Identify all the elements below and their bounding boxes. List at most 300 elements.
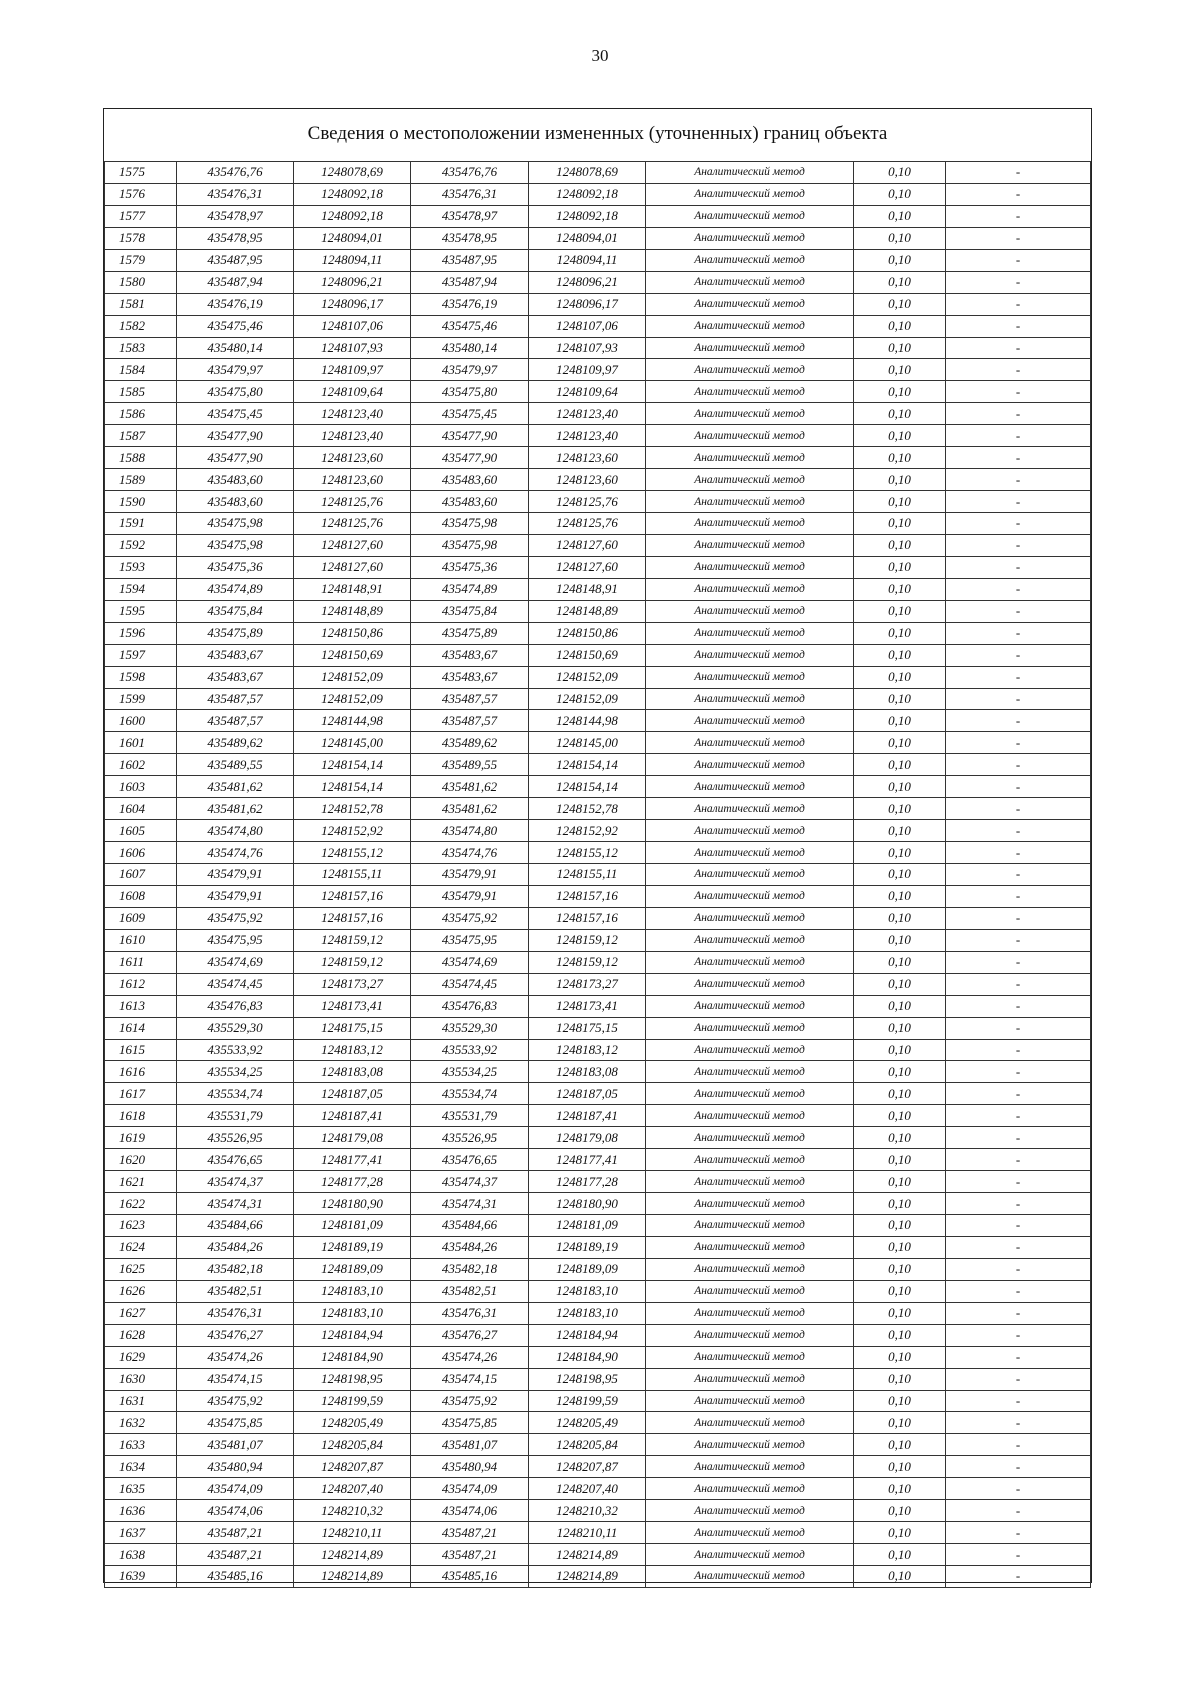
y-old-cell: 1248154,14 bbox=[294, 776, 411, 798]
method-cell: Аналитический метод bbox=[646, 732, 854, 754]
method-cell: Аналитический метод bbox=[646, 1039, 854, 1061]
point-number-cell: 1596 bbox=[105, 622, 177, 644]
table-row bbox=[105, 1434, 1091, 1456]
table-row bbox=[105, 293, 1091, 315]
y-old-cell: 1248152,09 bbox=[294, 688, 411, 710]
x-old-cell: 435475,36 bbox=[177, 556, 294, 578]
x-new-cell: 435531,79 bbox=[411, 1105, 529, 1127]
table-row bbox=[105, 271, 1091, 293]
y-old-cell: 1248125,76 bbox=[294, 513, 411, 535]
accuracy-cell: 0,10 bbox=[854, 293, 946, 315]
y-new-cell: 1248150,86 bbox=[529, 622, 646, 644]
y-old-cell: 1248078,69 bbox=[294, 162, 411, 184]
y-old-cell: 1248107,93 bbox=[294, 337, 411, 359]
point-number-cell: 1625 bbox=[105, 1258, 177, 1280]
table-row bbox=[105, 1544, 1091, 1566]
y-old-cell: 1248210,32 bbox=[294, 1500, 411, 1522]
x-new-cell: 435484,66 bbox=[411, 1215, 529, 1237]
y-old-cell: 1248123,40 bbox=[294, 403, 411, 425]
y-old-cell: 1248187,05 bbox=[294, 1083, 411, 1105]
y-new-cell: 1248187,41 bbox=[529, 1105, 646, 1127]
table-row bbox=[105, 1412, 1091, 1434]
description-cell: - bbox=[946, 1127, 1091, 1149]
x-new-cell: 435483,60 bbox=[411, 491, 529, 513]
y-old-cell: 1248155,12 bbox=[294, 842, 411, 864]
x-old-cell: 435476,27 bbox=[177, 1324, 294, 1346]
y-old-cell: 1248145,00 bbox=[294, 732, 411, 754]
y-old-cell: 1248109,97 bbox=[294, 359, 411, 381]
y-old-cell: 1248094,11 bbox=[294, 249, 411, 271]
table-row bbox=[105, 162, 1091, 184]
x-old-cell: 435487,95 bbox=[177, 249, 294, 271]
description-cell: - bbox=[946, 1149, 1091, 1171]
y-old-cell: 1248179,08 bbox=[294, 1127, 411, 1149]
method-cell: Аналитический метод bbox=[646, 1017, 854, 1039]
description-cell: - bbox=[946, 1017, 1091, 1039]
y-new-cell: 1248107,93 bbox=[529, 337, 646, 359]
table-row bbox=[105, 1258, 1091, 1280]
x-old-cell: 435487,57 bbox=[177, 688, 294, 710]
x-old-cell: 435475,92 bbox=[177, 907, 294, 929]
table-row bbox=[105, 951, 1091, 973]
point-number-cell: 1604 bbox=[105, 798, 177, 820]
accuracy-cell: 0,10 bbox=[854, 1324, 946, 1346]
table-row bbox=[105, 1324, 1091, 1346]
y-old-cell: 1248173,27 bbox=[294, 973, 411, 995]
method-cell: Аналитический метод bbox=[646, 1258, 854, 1280]
point-number-cell: 1636 bbox=[105, 1500, 177, 1522]
method-cell: Аналитический метод bbox=[646, 447, 854, 469]
accuracy-cell: 0,10 bbox=[854, 1566, 946, 1588]
coordinates-table bbox=[104, 161, 1091, 1588]
table-row bbox=[105, 600, 1091, 622]
y-old-cell: 1248109,64 bbox=[294, 381, 411, 403]
y-old-cell: 1248180,90 bbox=[294, 1193, 411, 1215]
accuracy-cell: 0,10 bbox=[854, 1149, 946, 1171]
description-cell: - bbox=[946, 447, 1091, 469]
x-old-cell: 435533,92 bbox=[177, 1039, 294, 1061]
method-cell: Аналитический метод bbox=[646, 249, 854, 271]
description-cell: - bbox=[946, 666, 1091, 688]
table-row bbox=[105, 864, 1091, 886]
point-number-cell: 1609 bbox=[105, 907, 177, 929]
accuracy-cell: 0,10 bbox=[854, 359, 946, 381]
description-cell: - bbox=[946, 1566, 1091, 1588]
x-old-cell: 435480,94 bbox=[177, 1456, 294, 1478]
x-new-cell: 435475,92 bbox=[411, 1390, 529, 1412]
method-cell: Аналитический метод bbox=[646, 425, 854, 447]
x-old-cell: 435475,45 bbox=[177, 403, 294, 425]
x-old-cell: 435475,46 bbox=[177, 315, 294, 337]
point-number-cell: 1600 bbox=[105, 710, 177, 732]
point-number-cell: 1622 bbox=[105, 1193, 177, 1215]
accuracy-cell: 0,10 bbox=[854, 1127, 946, 1149]
y-new-cell: 1248109,97 bbox=[529, 359, 646, 381]
x-old-cell: 435475,98 bbox=[177, 534, 294, 556]
x-new-cell: 435474,69 bbox=[411, 951, 529, 973]
method-cell: Аналитический метод bbox=[646, 995, 854, 1017]
x-old-cell: 435481,62 bbox=[177, 798, 294, 820]
accuracy-cell: 0,10 bbox=[854, 227, 946, 249]
y-old-cell: 1248184,94 bbox=[294, 1324, 411, 1346]
method-cell: Аналитический метод bbox=[646, 842, 854, 864]
x-old-cell: 435476,31 bbox=[177, 183, 294, 205]
y-old-cell: 1248183,12 bbox=[294, 1039, 411, 1061]
point-number-cell: 1630 bbox=[105, 1368, 177, 1390]
x-new-cell: 435489,55 bbox=[411, 754, 529, 776]
y-old-cell: 1248173,41 bbox=[294, 995, 411, 1017]
method-cell: Аналитический метод bbox=[646, 403, 854, 425]
method-cell: Аналитический метод bbox=[646, 1193, 854, 1215]
y-new-cell: 1248125,76 bbox=[529, 491, 646, 513]
x-new-cell: 435476,76 bbox=[411, 162, 529, 184]
method-cell: Аналитический метод bbox=[646, 1500, 854, 1522]
description-cell: - bbox=[946, 710, 1091, 732]
accuracy-cell: 0,10 bbox=[854, 337, 946, 359]
y-old-cell: 1248150,69 bbox=[294, 644, 411, 666]
description-cell: - bbox=[946, 1236, 1091, 1258]
x-new-cell: 435474,45 bbox=[411, 973, 529, 995]
y-old-cell: 1248157,16 bbox=[294, 907, 411, 929]
accuracy-cell: 0,10 bbox=[854, 1171, 946, 1193]
method-cell: Аналитический метод bbox=[646, 820, 854, 842]
table-row bbox=[105, 820, 1091, 842]
x-old-cell: 435482,51 bbox=[177, 1280, 294, 1302]
table-row bbox=[105, 1061, 1091, 1083]
y-old-cell: 1248159,12 bbox=[294, 929, 411, 951]
description-cell: - bbox=[946, 359, 1091, 381]
y-new-cell: 1248148,89 bbox=[529, 600, 646, 622]
accuracy-cell: 0,10 bbox=[854, 556, 946, 578]
x-old-cell: 435474,06 bbox=[177, 1500, 294, 1522]
point-number-cell: 1631 bbox=[105, 1390, 177, 1412]
x-old-cell: 435474,37 bbox=[177, 1171, 294, 1193]
table-row bbox=[105, 973, 1091, 995]
point-number-cell: 1633 bbox=[105, 1434, 177, 1456]
accuracy-cell: 0,10 bbox=[854, 205, 946, 227]
description-cell: - bbox=[946, 1346, 1091, 1368]
y-old-cell: 1248127,60 bbox=[294, 534, 411, 556]
method-cell: Аналитический метод bbox=[646, 381, 854, 403]
y-new-cell: 1248173,41 bbox=[529, 995, 646, 1017]
description-cell: - bbox=[946, 864, 1091, 886]
x-new-cell: 435474,31 bbox=[411, 1193, 529, 1215]
point-number-cell: 1628 bbox=[105, 1324, 177, 1346]
x-old-cell: 435483,60 bbox=[177, 469, 294, 491]
table-row bbox=[105, 929, 1091, 951]
description-cell: - bbox=[946, 337, 1091, 359]
x-old-cell: 435476,65 bbox=[177, 1149, 294, 1171]
description-cell: - bbox=[946, 688, 1091, 710]
x-new-cell: 435482,51 bbox=[411, 1280, 529, 1302]
y-old-cell: 1248148,89 bbox=[294, 600, 411, 622]
description-cell: - bbox=[946, 227, 1091, 249]
method-cell: Аналитический метод bbox=[646, 951, 854, 973]
x-old-cell: 435474,31 bbox=[177, 1193, 294, 1215]
method-cell: Аналитический метод bbox=[646, 666, 854, 688]
method-cell: Аналитический метод bbox=[646, 1083, 854, 1105]
accuracy-cell: 0,10 bbox=[854, 644, 946, 666]
x-new-cell: 435475,36 bbox=[411, 556, 529, 578]
point-number-cell: 1578 bbox=[105, 227, 177, 249]
y-new-cell: 1248152,92 bbox=[529, 820, 646, 842]
x-old-cell: 435481,07 bbox=[177, 1434, 294, 1456]
accuracy-cell: 0,10 bbox=[854, 1434, 946, 1456]
x-old-cell: 435482,18 bbox=[177, 1258, 294, 1280]
description-cell: - bbox=[946, 907, 1091, 929]
point-number-cell: 1626 bbox=[105, 1280, 177, 1302]
description-cell: - bbox=[946, 205, 1091, 227]
accuracy-cell: 0,10 bbox=[854, 1346, 946, 1368]
description-cell: - bbox=[946, 381, 1091, 403]
point-number-cell: 1593 bbox=[105, 556, 177, 578]
y-new-cell: 1248094,11 bbox=[529, 249, 646, 271]
description-cell: - bbox=[946, 183, 1091, 205]
point-number-cell: 1612 bbox=[105, 973, 177, 995]
y-old-cell: 1248107,06 bbox=[294, 315, 411, 337]
method-cell: Аналитический метод bbox=[646, 710, 854, 732]
accuracy-cell: 0,10 bbox=[854, 1478, 946, 1500]
table-row bbox=[105, 1127, 1091, 1149]
y-old-cell: 1248144,98 bbox=[294, 710, 411, 732]
x-old-cell: 435474,69 bbox=[177, 951, 294, 973]
y-new-cell: 1248148,91 bbox=[529, 578, 646, 600]
y-new-cell: 1248180,90 bbox=[529, 1193, 646, 1215]
method-cell: Аналитический метод bbox=[646, 491, 854, 513]
table-title: Сведения о местоположении измененных (уточненных) границ объекта bbox=[307, 123, 888, 144]
y-new-cell: 1248152,09 bbox=[529, 666, 646, 688]
y-old-cell: 1248184,90 bbox=[294, 1346, 411, 1368]
y-old-cell: 1248152,92 bbox=[294, 820, 411, 842]
point-number-cell: 1627 bbox=[105, 1302, 177, 1324]
x-new-cell: 435534,74 bbox=[411, 1083, 529, 1105]
method-cell: Аналитический метод bbox=[646, 1149, 854, 1171]
table-row bbox=[105, 1280, 1091, 1302]
table-row bbox=[105, 513, 1091, 535]
method-cell: Аналитический метод bbox=[646, 1171, 854, 1193]
accuracy-cell: 0,10 bbox=[854, 1456, 946, 1478]
y-old-cell: 1248214,89 bbox=[294, 1544, 411, 1566]
y-old-cell: 1248210,11 bbox=[294, 1522, 411, 1544]
accuracy-cell: 0,10 bbox=[854, 885, 946, 907]
coordinates-table-body bbox=[105, 162, 1091, 1588]
y-new-cell: 1248109,64 bbox=[529, 381, 646, 403]
x-new-cell: 435487,21 bbox=[411, 1522, 529, 1544]
table-row bbox=[105, 1522, 1091, 1544]
accuracy-cell: 0,10 bbox=[854, 381, 946, 403]
x-old-cell: 435478,97 bbox=[177, 205, 294, 227]
table-row bbox=[105, 1566, 1091, 1588]
table-row bbox=[105, 1017, 1091, 1039]
x-old-cell: 435476,83 bbox=[177, 995, 294, 1017]
description-cell: - bbox=[946, 929, 1091, 951]
y-old-cell: 1248155,11 bbox=[294, 864, 411, 886]
y-old-cell: 1248125,76 bbox=[294, 491, 411, 513]
y-old-cell: 1248189,09 bbox=[294, 1258, 411, 1280]
y-old-cell: 1248148,91 bbox=[294, 578, 411, 600]
description-cell: - bbox=[946, 973, 1091, 995]
description-cell: - bbox=[946, 1500, 1091, 1522]
x-old-cell: 435474,89 bbox=[177, 578, 294, 600]
page-number: 30 bbox=[591, 46, 609, 65]
accuracy-cell: 0,10 bbox=[854, 403, 946, 425]
y-old-cell: 1248123,60 bbox=[294, 447, 411, 469]
accuracy-cell: 0,10 bbox=[854, 666, 946, 688]
x-old-cell: 435474,26 bbox=[177, 1346, 294, 1368]
x-old-cell: 435483,67 bbox=[177, 666, 294, 688]
point-number-cell: 1610 bbox=[105, 929, 177, 951]
y-old-cell: 1248205,49 bbox=[294, 1412, 411, 1434]
description-cell: - bbox=[946, 534, 1091, 556]
point-number-cell: 1592 bbox=[105, 534, 177, 556]
accuracy-cell: 0,10 bbox=[854, 1083, 946, 1105]
table-row bbox=[105, 1215, 1091, 1237]
x-old-cell: 435475,92 bbox=[177, 1390, 294, 1412]
point-number-cell: 1575 bbox=[105, 162, 177, 184]
x-old-cell: 435483,67 bbox=[177, 644, 294, 666]
y-old-cell: 1248175,15 bbox=[294, 1017, 411, 1039]
table-row bbox=[105, 1039, 1091, 1061]
x-old-cell: 435478,95 bbox=[177, 227, 294, 249]
y-old-cell: 1248096,21 bbox=[294, 271, 411, 293]
table-row bbox=[105, 1149, 1091, 1171]
y-new-cell: 1248198,95 bbox=[529, 1368, 646, 1390]
accuracy-cell: 0,10 bbox=[854, 1215, 946, 1237]
description-cell: - bbox=[946, 1324, 1091, 1346]
x-new-cell: 435534,25 bbox=[411, 1061, 529, 1083]
y-old-cell: 1248096,17 bbox=[294, 293, 411, 315]
method-cell: Аналитический метод bbox=[646, 556, 854, 578]
accuracy-cell: 0,10 bbox=[854, 1280, 946, 1302]
table-row bbox=[105, 842, 1091, 864]
description-cell: - bbox=[946, 1215, 1091, 1237]
boundary-table-frame bbox=[103, 108, 1092, 1583]
y-new-cell: 1248150,69 bbox=[529, 644, 646, 666]
x-new-cell: 435476,19 bbox=[411, 293, 529, 315]
x-old-cell: 435487,21 bbox=[177, 1544, 294, 1566]
accuracy-cell: 0,10 bbox=[854, 732, 946, 754]
accuracy-cell: 0,10 bbox=[854, 271, 946, 293]
y-new-cell: 1248179,08 bbox=[529, 1127, 646, 1149]
point-number-cell: 1623 bbox=[105, 1215, 177, 1237]
accuracy-cell: 0,10 bbox=[854, 907, 946, 929]
table-row bbox=[105, 491, 1091, 513]
point-number-cell: 1634 bbox=[105, 1456, 177, 1478]
description-cell: - bbox=[946, 1544, 1091, 1566]
description-cell: - bbox=[946, 1083, 1091, 1105]
x-new-cell: 435529,30 bbox=[411, 1017, 529, 1039]
x-new-cell: 435476,83 bbox=[411, 995, 529, 1017]
y-new-cell: 1248175,15 bbox=[529, 1017, 646, 1039]
point-number-cell: 1598 bbox=[105, 666, 177, 688]
x-new-cell: 435479,91 bbox=[411, 885, 529, 907]
table-row bbox=[105, 1171, 1091, 1193]
y-new-cell: 1248123,60 bbox=[529, 469, 646, 491]
y-new-cell: 1248189,09 bbox=[529, 1258, 646, 1280]
y-old-cell: 1248199,59 bbox=[294, 1390, 411, 1412]
y-old-cell: 1248183,10 bbox=[294, 1302, 411, 1324]
y-new-cell: 1248094,01 bbox=[529, 227, 646, 249]
x-new-cell: 435475,45 bbox=[411, 403, 529, 425]
table-row bbox=[105, 776, 1091, 798]
method-cell: Аналитический метод bbox=[646, 929, 854, 951]
x-new-cell: 435476,31 bbox=[411, 183, 529, 205]
point-number-cell: 1583 bbox=[105, 337, 177, 359]
y-old-cell: 1248177,41 bbox=[294, 1149, 411, 1171]
y-new-cell: 1248183,12 bbox=[529, 1039, 646, 1061]
y-new-cell: 1248207,40 bbox=[529, 1478, 646, 1500]
point-number-cell: 1602 bbox=[105, 754, 177, 776]
method-cell: Аналитический метод bbox=[646, 885, 854, 907]
x-new-cell: 435474,37 bbox=[411, 1171, 529, 1193]
table-row bbox=[105, 1193, 1091, 1215]
description-cell: - bbox=[946, 732, 1091, 754]
y-new-cell: 1248199,59 bbox=[529, 1390, 646, 1412]
description-cell: - bbox=[946, 162, 1091, 184]
method-cell: Аналитический метод bbox=[646, 644, 854, 666]
table-row bbox=[105, 885, 1091, 907]
point-number-cell: 1620 bbox=[105, 1149, 177, 1171]
table-row bbox=[105, 315, 1091, 337]
table-row bbox=[105, 1456, 1091, 1478]
x-old-cell: 435475,98 bbox=[177, 513, 294, 535]
description-cell: - bbox=[946, 1522, 1091, 1544]
table-row bbox=[105, 688, 1091, 710]
accuracy-cell: 0,10 bbox=[854, 600, 946, 622]
method-cell: Аналитический метод bbox=[646, 1236, 854, 1258]
point-number-cell: 1606 bbox=[105, 842, 177, 864]
method-cell: Аналитический метод bbox=[646, 1280, 854, 1302]
description-cell: - bbox=[946, 1039, 1091, 1061]
description-cell: - bbox=[946, 1105, 1091, 1127]
x-new-cell: 435481,62 bbox=[411, 798, 529, 820]
description-cell: - bbox=[946, 1456, 1091, 1478]
accuracy-cell: 0,10 bbox=[854, 754, 946, 776]
table-row bbox=[105, 578, 1091, 600]
table-row bbox=[105, 1478, 1091, 1500]
accuracy-cell: 0,10 bbox=[854, 864, 946, 886]
description-cell: - bbox=[946, 271, 1091, 293]
method-cell: Аналитический метод bbox=[646, 1566, 854, 1588]
point-number-cell: 1588 bbox=[105, 447, 177, 469]
x-old-cell: 435477,90 bbox=[177, 447, 294, 469]
x-old-cell: 435487,57 bbox=[177, 710, 294, 732]
y-old-cell: 1248094,01 bbox=[294, 227, 411, 249]
method-cell: Аналитический метод bbox=[646, 1302, 854, 1324]
description-cell: - bbox=[946, 1434, 1091, 1456]
x-new-cell: 435479,91 bbox=[411, 864, 529, 886]
method-cell: Аналитический метод bbox=[646, 183, 854, 205]
point-number-cell: 1589 bbox=[105, 469, 177, 491]
y-old-cell: 1248154,14 bbox=[294, 754, 411, 776]
accuracy-cell: 0,10 bbox=[854, 929, 946, 951]
description-cell: - bbox=[946, 403, 1091, 425]
y-old-cell: 1248152,09 bbox=[294, 666, 411, 688]
accuracy-cell: 0,10 bbox=[854, 710, 946, 732]
x-new-cell: 435487,21 bbox=[411, 1544, 529, 1566]
y-new-cell: 1248210,32 bbox=[529, 1500, 646, 1522]
y-old-cell: 1248123,60 bbox=[294, 469, 411, 491]
x-new-cell: 435487,95 bbox=[411, 249, 529, 271]
y-new-cell: 1248096,21 bbox=[529, 271, 646, 293]
point-number-cell: 1586 bbox=[105, 403, 177, 425]
x-new-cell: 435475,95 bbox=[411, 929, 529, 951]
x-new-cell: 435474,09 bbox=[411, 1478, 529, 1500]
x-old-cell: 435487,21 bbox=[177, 1522, 294, 1544]
table-row bbox=[105, 403, 1091, 425]
description-cell: - bbox=[946, 885, 1091, 907]
x-new-cell: 435474,80 bbox=[411, 820, 529, 842]
